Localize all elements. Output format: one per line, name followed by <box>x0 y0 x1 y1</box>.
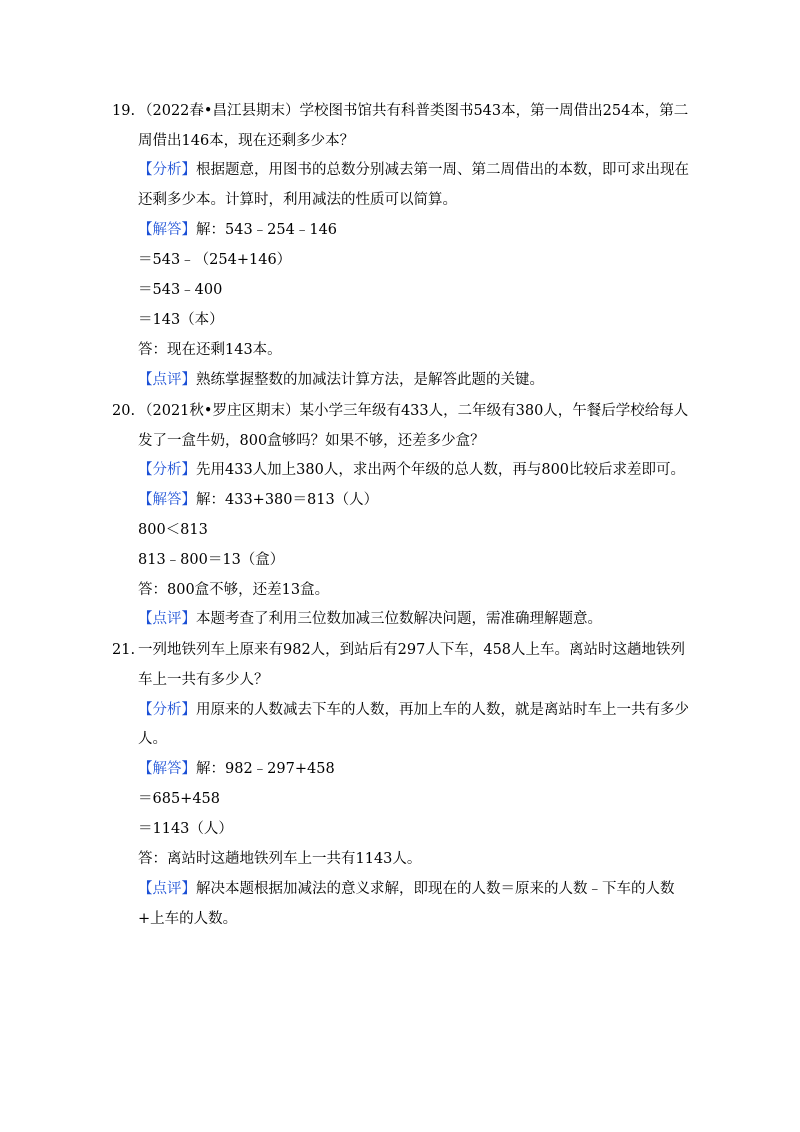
answer-tag: 【解答】 <box>138 492 196 508</box>
comment-tag: 【点评】 <box>138 372 196 388</box>
question-19-step-1: ＝543﹣（254+146） <box>138 252 292 268</box>
question-21-stem-line2: 车上一共有多少人？ <box>138 672 269 688</box>
question-21-comment <box>138 879 675 899</box>
question-19-stem-line2: 周借出146本，现在还剩多少本？ <box>138 133 355 149</box>
answer-text: 解：433+380＝813（人） <box>196 492 379 508</box>
question-21-step-1: ＝685+458 <box>138 791 221 807</box>
question-19-answer <box>138 220 337 240</box>
analysis-text: 用原来的人数减去下车的人数，再加上车的人数，就是离站时车上一共有多少 <box>196 702 689 718</box>
question-21-answer <box>138 759 335 779</box>
question-19-analysis <box>138 160 689 180</box>
question-21-number: 21. <box>112 642 136 658</box>
analysis-text: 先用433人加上380人，求出两个年级的总人数，再与800比较后求差即可。 <box>196 462 686 478</box>
question-20-stem-line2: 发了一盒牛奶，800盒够吗？如果不够，还差多少盒？ <box>138 433 485 449</box>
question-19-final-answer: 答：现在还剩143本。 <box>138 342 282 358</box>
question-20-step-2: 813﹣800＝13（盒） <box>138 552 285 568</box>
question-20-number: 20. <box>112 403 136 419</box>
comment-text: 本题考查了利用三位数加减三位数解决问题，需准确理解题意。 <box>196 611 602 627</box>
answer-tag: 【解答】 <box>138 222 196 238</box>
question-21-step-2: ＝1143（人） <box>138 821 233 837</box>
question-21-comment-line2: +上车的人数。 <box>138 911 238 927</box>
question-19-stem-line1: （2022春•昌江县期末）学校图书馆共有科普类图书543本，第一周借出254本，第二 <box>138 103 689 119</box>
question-20-stem-line1: （2021秋•罗庄区期末）某小学三年级有433人，二年级有380人，午餐后学校给每人 <box>138 403 689 419</box>
comment-text: 解决本题根据加减法的意义求解，即现在的人数＝原来的人数﹣下车的人数 <box>196 881 675 897</box>
question-20-comment <box>138 609 602 629</box>
comment-tag: 【点评】 <box>138 881 196 897</box>
question-19-comment <box>138 370 544 390</box>
answer-tag: 【解答】 <box>138 761 196 777</box>
question-20-final-answer: 答：800盒不够，还差13盒。 <box>138 582 330 598</box>
answer-text: 解：543﹣254﹣146 <box>196 222 338 238</box>
comment-text: 熟练掌握整数的加减法计算方法，是解答此题的关键。 <box>196 372 544 388</box>
analysis-text: 根据题意，用图书的总数分别减去第一周、第二周借出的本数，即可求出现在 <box>196 162 689 178</box>
question-20-analysis <box>138 460 685 480</box>
analysis-tag: 【分析】 <box>138 462 196 478</box>
question-20-answer <box>138 490 378 510</box>
comment-tag: 【点评】 <box>138 611 196 627</box>
analysis-tag: 【分析】 <box>138 162 196 178</box>
question-19-number: 19. <box>112 103 136 119</box>
question-20-step-1: 800＜813 <box>138 522 208 538</box>
question-21-stem-line1: 一列地铁列车上原来有982人，到站后有297人下车，458人上车。离站时这趟地铁列 <box>138 642 686 658</box>
question-19-step-2: ＝543﹣400 <box>138 282 223 298</box>
analysis-tag: 【分析】 <box>138 702 196 718</box>
question-21-final-answer: 答：离站时这趟地铁列车上一共有1143人。 <box>138 851 422 867</box>
question-19-analysis-line2: 还剩多少本。计算时，利用减法的性质可以简算。 <box>138 192 457 208</box>
answer-text: 解：982﹣297+458 <box>196 761 335 777</box>
question-21-analysis <box>138 700 689 720</box>
question-19-step-3: ＝143（本） <box>138 312 224 328</box>
question-21-analysis-line2: 人。 <box>138 731 167 747</box>
